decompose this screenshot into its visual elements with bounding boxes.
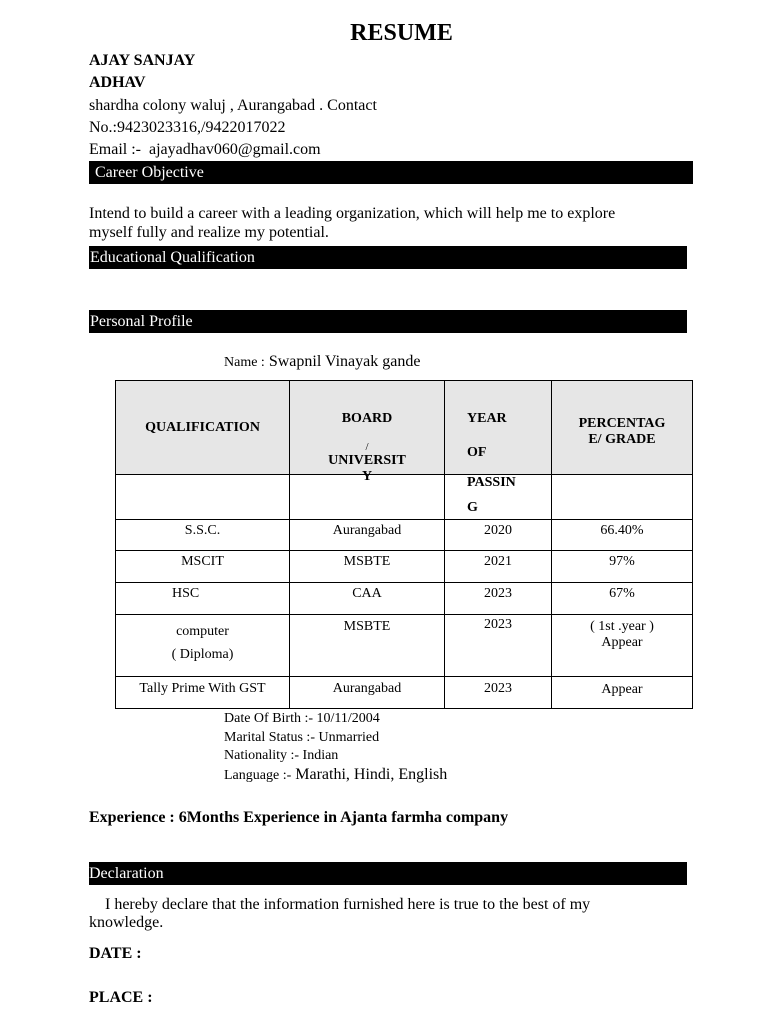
declaration-line-1: I hereby declare that the information furnished here is true to the best of my: [105, 896, 591, 913]
cell-board: MSBTE: [290, 615, 445, 677]
table-header-row-2: [116, 475, 693, 520]
language-label: Language :-: [224, 768, 292, 783]
cell-qualification: HSC: [116, 583, 290, 615]
cell-grade: 97%: [552, 551, 693, 583]
cell-year: 2023: [445, 583, 552, 615]
cell-grade: 67%: [552, 583, 693, 615]
experience: Experience : 6Months Experience in Ajanta farmha company: [89, 809, 509, 826]
cell-qualification: Tally Prime With GST: [116, 677, 290, 709]
header-board: BOARD: [290, 381, 445, 475]
cell-board: CAA: [290, 583, 445, 615]
cell-year: 2021: [445, 551, 552, 583]
section-educational-qualification: Educational Qualification: [89, 246, 687, 269]
marital-status: Marital Status :- Unmarried: [224, 730, 380, 745]
header-board-cont: / UNIVERSIT Y: [290, 475, 445, 520]
profile-name-line: [224, 353, 420, 371]
language-value: Marathi, Hindi, English: [295, 766, 448, 783]
header-year: YEAR: [445, 381, 552, 475]
cell-qualification: S.S.C.: [116, 520, 290, 551]
cell-grade: ( 1st .year ) Appear: [552, 615, 693, 677]
date-label: DATE :: [89, 945, 142, 962]
header-percentage: PERCENTAG E/ GRADE: [552, 381, 693, 475]
cell-qualification: MSCIT: [116, 551, 290, 583]
table-row: [116, 520, 693, 551]
profile-name-label: Name :: [224, 355, 265, 370]
date-of-birth: Date Of Birth :- 10/11/2004: [224, 711, 380, 726]
nationality: Nationality :- Indian: [224, 748, 339, 763]
declaration-line-2: knowledge.: [89, 914, 164, 931]
page-title: RESUME: [350, 20, 453, 46]
cell-grade: 66.40%: [552, 520, 693, 551]
cell-board: Aurangabad: [290, 677, 445, 709]
email-line: [89, 141, 321, 159]
address-line-2: No.:9423023316,/9422017022: [89, 119, 286, 136]
cell-year: 2023: [445, 615, 552, 677]
cell-board: MSBTE: [290, 551, 445, 583]
header-percentage-blank: [552, 475, 693, 520]
name-line-1: AJAY SANJAY: [89, 52, 196, 69]
career-objective-line-1: Intend to build a career with a leading organization, which will help me to explore: [89, 205, 616, 222]
section-career-objective: Career Objective: [89, 161, 693, 184]
table-row: [116, 677, 693, 709]
section-declaration: Declaration: [89, 862, 687, 885]
name-line-2: ADHAV: [89, 74, 146, 91]
language-line: [224, 766, 447, 784]
qualification-table: [115, 380, 693, 709]
email-value: ajayadhav060@gmail.com: [148, 141, 321, 158]
header-qualification-blank: [116, 475, 290, 520]
career-objective-line-2: myself fully and realize my potential.: [89, 224, 329, 241]
header-year-cont: OF PASSIN G: [445, 475, 552, 520]
cell-board: Aurangabad: [290, 520, 445, 551]
cell-qualification: computer ( Diploma): [116, 615, 290, 677]
table-row: [116, 551, 693, 583]
section-personal-profile: Personal Profile: [89, 310, 687, 333]
cell-year: 2023: [445, 677, 552, 709]
place-label: PLACE :: [89, 989, 153, 1006]
cell-grade: Appear: [552, 677, 693, 709]
cell-year: 2020: [445, 520, 552, 551]
table-row: [116, 583, 693, 615]
table-row: [116, 615, 693, 677]
profile-name-value: Swapnil Vinayak gande: [268, 353, 421, 370]
header-qualification: QUALIFICATION: [116, 381, 290, 475]
address-line-1: shardha colony waluj , Aurangabad . Contact: [89, 97, 377, 114]
email-label: Email :-: [89, 141, 141, 158]
